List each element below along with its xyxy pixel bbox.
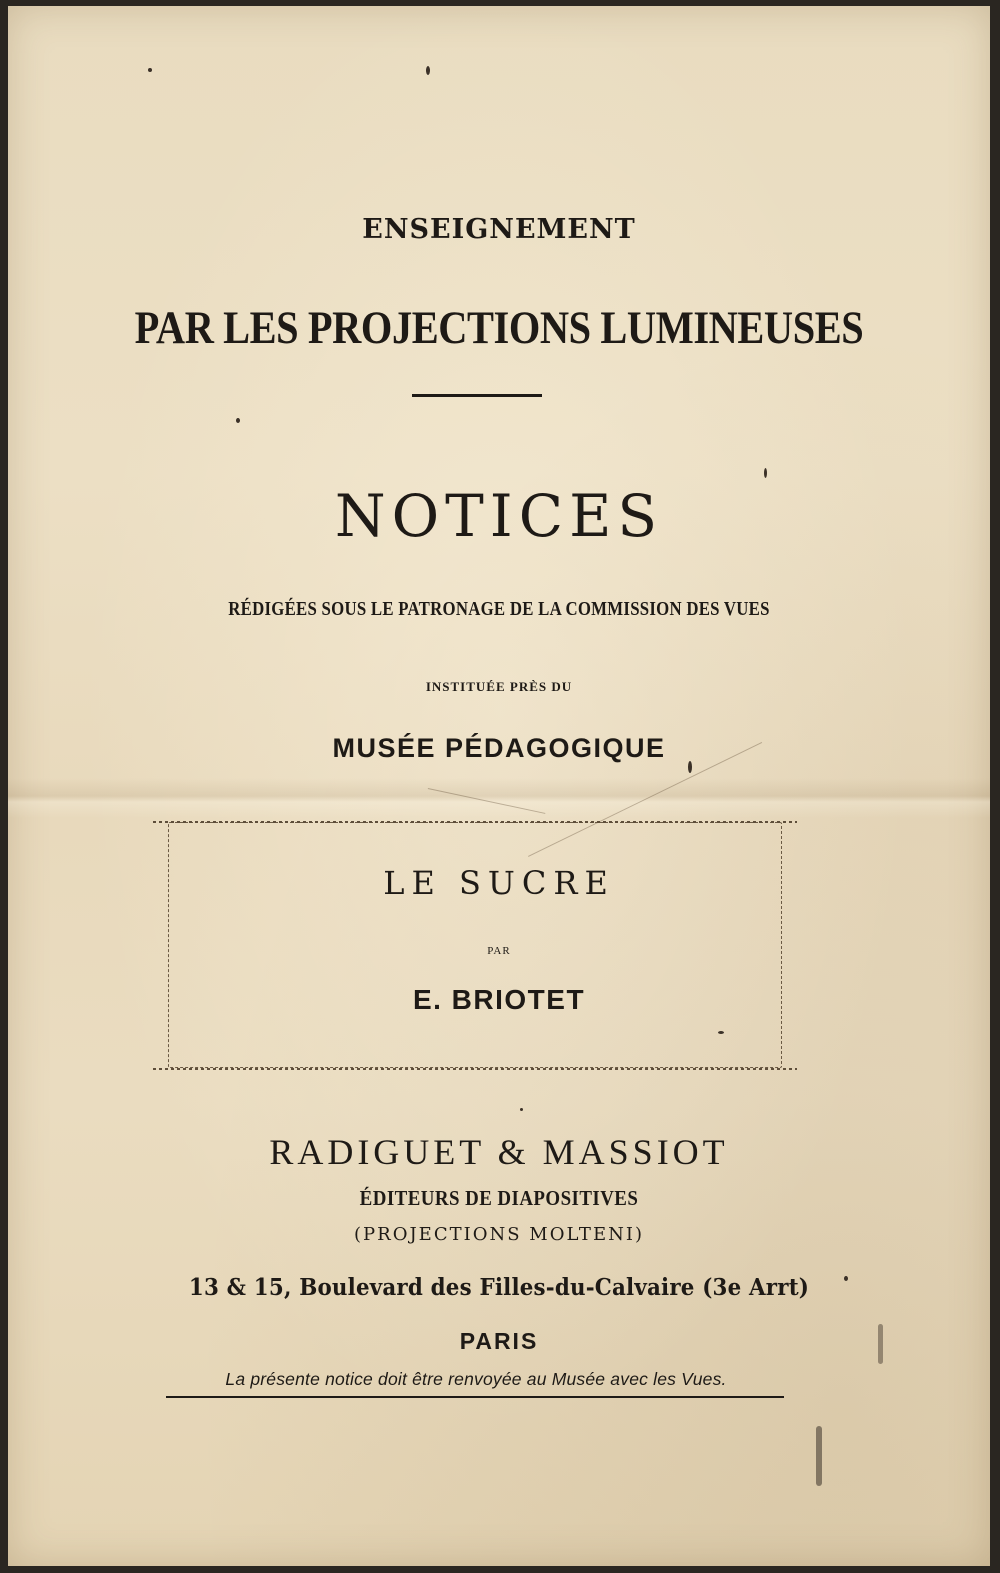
paper-fold bbox=[8, 778, 990, 818]
work-title: LE SUCRE bbox=[383, 864, 615, 902]
paper-speck bbox=[520, 1108, 523, 1111]
publisher-brand: (PROJECTIONS MOLTENI) bbox=[354, 1224, 644, 1245]
series-title: PAR LES PROJECTIONS LUMINEUSES bbox=[134, 302, 864, 354]
paper-speck bbox=[816, 1426, 822, 1486]
paper-speck bbox=[764, 468, 767, 478]
title-rule bbox=[412, 394, 542, 397]
publisher-city: PARIS bbox=[459, 1328, 539, 1354]
paper-speck bbox=[718, 1031, 724, 1034]
publisher-address: 13 & 15, Boulevard des Filles-du-Calvaire (3e Arrt) bbox=[188, 1274, 810, 1301]
paper-speck bbox=[426, 66, 430, 75]
paper-speck bbox=[688, 761, 692, 773]
footer-rule bbox=[166, 1396, 784, 1398]
paper-speck bbox=[148, 68, 152, 72]
author-name: E. BRIOTET bbox=[412, 984, 586, 1015]
document-cover bbox=[8, 6, 990, 1566]
publisher-role: ÉDITEURS DE DIAPOSITIVES bbox=[359, 1186, 639, 1210]
subtitle-line-2: INSTITUÉE PRÈS DU bbox=[425, 679, 573, 694]
by-label: PAR bbox=[487, 945, 511, 957]
paper-speck bbox=[844, 1276, 848, 1281]
institution-name: MUSÉE PÉDAGOGIQUE bbox=[332, 733, 666, 763]
paper-speck bbox=[878, 1324, 883, 1364]
paper-speck bbox=[236, 418, 240, 423]
publisher-name: RADIGUET & MASSIOT bbox=[269, 1132, 729, 1172]
main-title: NOTICES bbox=[334, 482, 664, 550]
subtitle-line-1: RÉDIGÉES SOUS LE PATRONAGE DE LA COMMISSION DES VUES bbox=[228, 598, 770, 620]
return-notice: La présente notice doit être renvoyée au Musée avec les Vues. bbox=[225, 1369, 727, 1389]
series-heading: ENSEIGNEMENT bbox=[362, 214, 636, 245]
